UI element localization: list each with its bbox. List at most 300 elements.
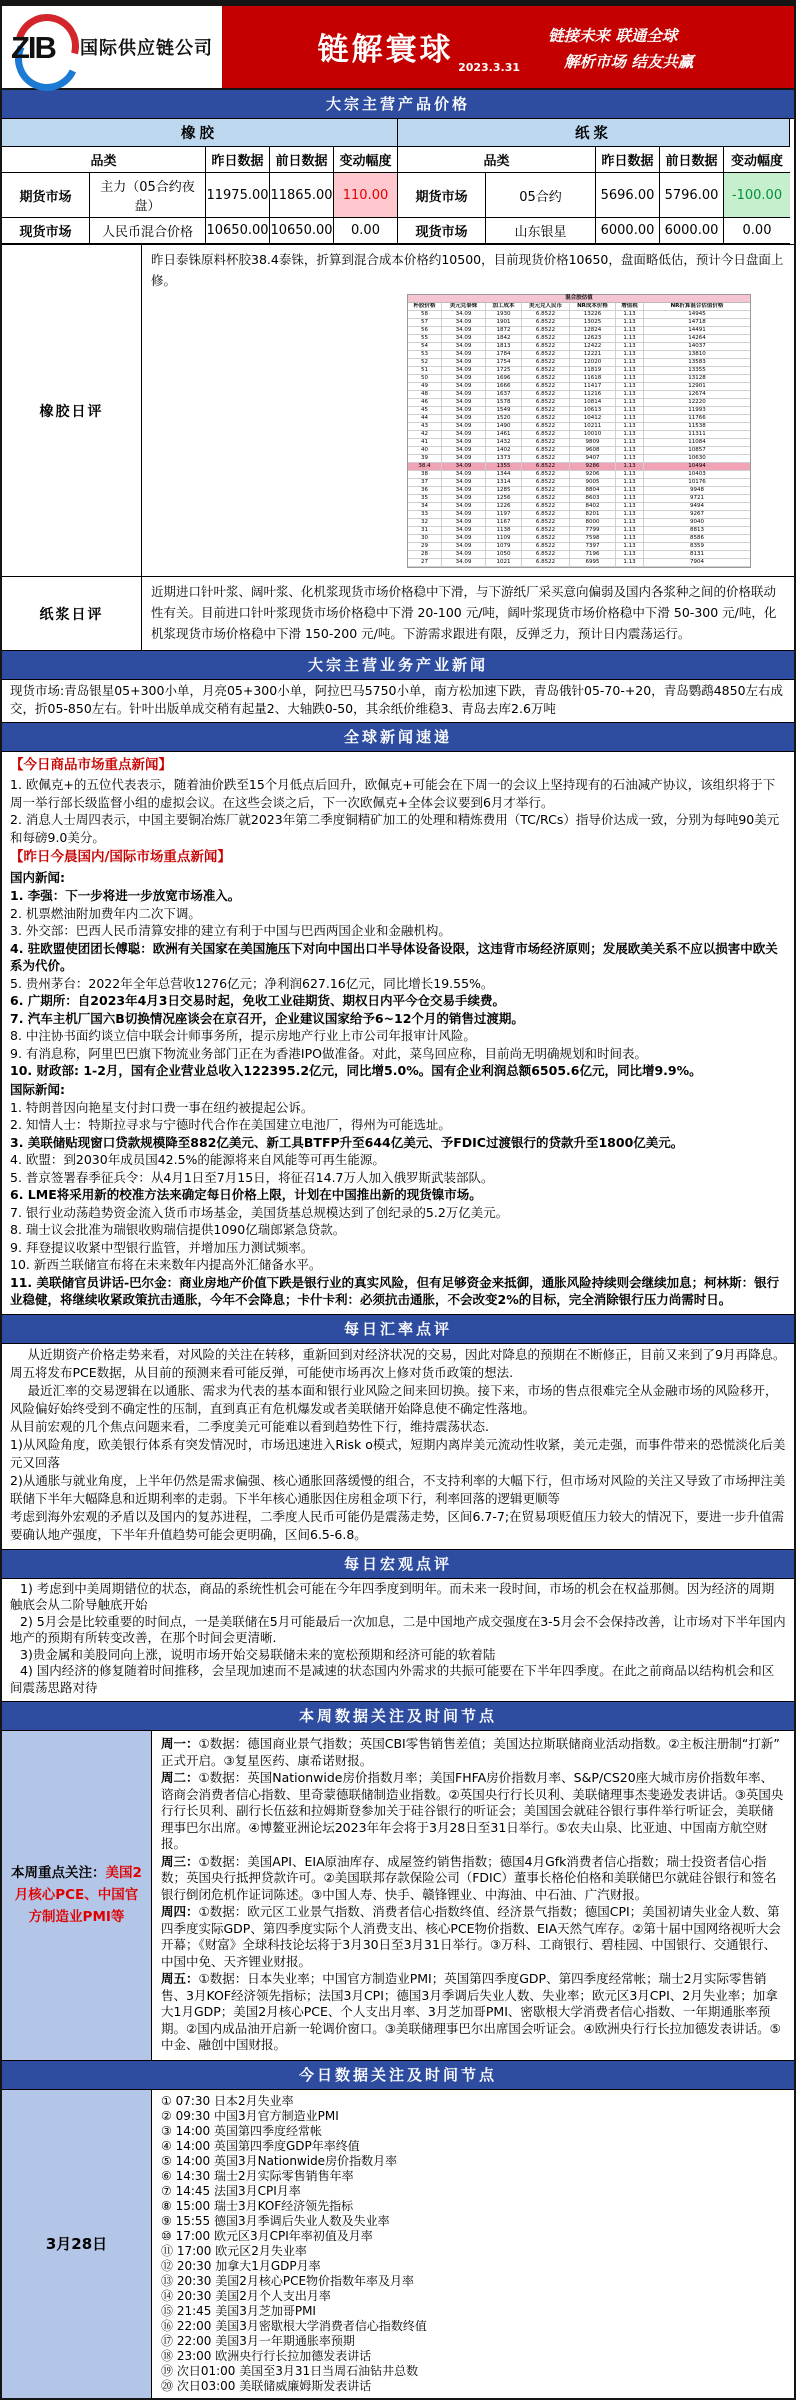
today-schedule-line: ⑦ 14:45 法国3月CPI月率 (161, 2183, 301, 2198)
processing-cost: 1373 (486, 455, 522, 463)
nr-mixed-valuation: 13355 (644, 367, 750, 375)
processing-cost: 1432 (486, 439, 522, 447)
usd-cny: 6.8522 (522, 415, 570, 423)
nr-mixed-valuation: 12901 (644, 383, 750, 391)
col-header-category: 品类 (2, 147, 206, 173)
processing-cost: 1314 (486, 479, 522, 487)
weekly-day-item (161, 1904, 785, 1970)
today-schedule-line: ⑳ 次日03:00 美联储威廉姆斯发表讲话 (161, 2378, 372, 2393)
masthead (2, 6, 794, 90)
fx-paragraph: 1)从风险角度，欧美银行体系有突发情况时，市场迅速进入Risk o模式，短期内离岸美元流动性收紧，美元走强，而事件带来的恐慌淡化后美元又回落 (10, 1436, 786, 1470)
banner-prices: 大宗主营产品价格 (2, 90, 794, 119)
nr-cost-price: 8201 (570, 511, 616, 519)
vat: 1.13 (616, 503, 644, 511)
mini-table-row (408, 447, 750, 455)
fx-paragraph: 考虑到海外宏观的矛盾以及国内的复苏进程，二季度人民币可能仍是震荡走势，区间6.7-7;在贸易项贬值压力较大的情况下，要进一步升值需要确认地产强度，下半年升值趋势可能会更明确，区间6.5-6.8。 (10, 1508, 785, 1542)
usd-cny: 6.8522 (522, 463, 570, 471)
nr-cost-price: 9608 (570, 447, 616, 455)
usd-thb: 34.09 (442, 543, 486, 551)
today-schedule-line: ⑯ 22:00 美国3月密歇根大学消费者信心指数终值 (161, 2318, 427, 2333)
company-name: 国际供应链公司 (80, 38, 213, 59)
international-news-list (10, 1099, 786, 1309)
rubber-futures-market: 期货市场 (2, 173, 90, 218)
nr-mixed-valuation: 10176 (644, 479, 750, 487)
rubber-review-body (142, 245, 794, 576)
nr-cost-price: 10010 (570, 431, 616, 439)
processing-cost: 1754 (486, 359, 522, 367)
usd-cny: 6.8522 (522, 367, 570, 375)
vat: 1.13 (616, 311, 644, 319)
nr-cost-price: 7196 (570, 551, 616, 559)
weekday-label: 周四： (161, 1904, 199, 1919)
news-item: 4. 驻欧盟使团团长傅聪：欧洲有关国家在美国施压下对向中国出口半导体设备设限，这违背市场经济原则；发展欧美关系不应以损害中欧关系为代价。 (10, 940, 778, 973)
usd-cny: 6.8522 (522, 407, 570, 415)
today-schedule-line: ⑭ 20:30 美国2月个人支出月率 (161, 2288, 331, 2303)
cup-lump-price: 27 (408, 559, 442, 567)
rubber-spot-change: 0.00 (334, 218, 398, 244)
today-schedule-line: ⑬ 20:30 美国2月核心PCE物价指数年率及月率 (161, 2273, 415, 2288)
nr-cost-price: 11819 (570, 367, 616, 375)
mini-table-row (408, 335, 750, 343)
weekday-label: 周一： (161, 1736, 199, 1751)
usd-thb: 34.09 (442, 399, 486, 407)
international-news-label: 国际新闻: (10, 1081, 65, 1097)
mini-table-row (408, 439, 750, 447)
usd-thb: 34.09 (442, 447, 486, 455)
usd-cny: 6.8522 (522, 375, 570, 383)
news-item: 5. 贵州茅台：2022年全年总营收1276亿元；净利润627.16亿元，同比增长19.55%。 (10, 975, 494, 991)
col-header-yesterday: 昨日数据 (596, 147, 660, 173)
news-item: 7. 汽车主机厂国六B切换情况座谈会在京召开，企业建议国家给予6~12个月的销售过渡期。 (10, 1010, 524, 1026)
usd-thb: 34.09 (442, 319, 486, 327)
usd-thb: 34.09 (442, 415, 486, 423)
processing-cost: 1901 (486, 319, 522, 327)
cup-lump-price: 46 (408, 399, 442, 407)
nr-mixed-valuation: 9948 (644, 487, 750, 495)
usd-cny: 6.8522 (522, 535, 570, 543)
industry-news-block (2, 680, 794, 723)
processing-cost: 1637 (486, 391, 522, 399)
nr-mixed-valuation: 14037 (644, 343, 750, 351)
vat: 1.13 (616, 463, 644, 471)
usd-thb: 34.09 (442, 535, 486, 543)
nr-cost-price: 10814 (570, 399, 616, 407)
nr-mixed-valuation: 9040 (644, 519, 750, 527)
processing-cost: 1167 (486, 519, 522, 527)
cup-lump-price: 40 (408, 447, 442, 455)
mini-table-header-cell: 美元兑泰铢 (442, 303, 486, 311)
news-item: 4. 欧盟：到2030年成员国42.5%的能源将来自风能等可再生能源。 (10, 1152, 385, 1167)
usd-thb: 34.09 (442, 455, 486, 463)
nr-mixed-valuation: 12220 (644, 399, 750, 407)
today-schedule-line: ⑪ 17:00 欧元区2月失业率 (161, 2243, 307, 2258)
processing-cost: 1197 (486, 511, 522, 519)
usd-thb: 34.09 (442, 527, 486, 535)
cup-lump-price: 48 (408, 391, 442, 399)
banner-industry-news: 大宗主营业务产业新闻 (2, 651, 794, 680)
nr-mixed-valuation: 14718 (644, 319, 750, 327)
usd-cny: 6.8522 (522, 351, 570, 359)
mini-table-row (408, 399, 750, 407)
today-schedule-line: ⑲ 次日01:00 美国至3月31日当周石油钻井总数 (161, 2363, 419, 2378)
usd-thb: 34.09 (442, 375, 486, 383)
vat: 1.13 (616, 551, 644, 559)
vat: 1.13 (616, 487, 644, 495)
pulp-spot-prev: 6000.00 (660, 218, 724, 244)
mini-table-row (408, 431, 750, 439)
pulp-daily-review (2, 577, 794, 651)
nr-mixed-valuation: 11538 (644, 423, 750, 431)
weekly-focus-sidebar (2, 1731, 152, 2060)
processing-cost: 1784 (486, 351, 522, 359)
processing-cost: 1696 (486, 375, 522, 383)
cup-lump-price: 53 (408, 351, 442, 359)
nr-mixed-valuation: 9494 (644, 503, 750, 511)
cup-lump-price: 37 (408, 479, 442, 487)
vat: 1.13 (616, 391, 644, 399)
rubber-spot-prev: 10650.00 (270, 218, 334, 244)
vat: 1.13 (616, 495, 644, 503)
nr-mixed-valuation: 7904 (644, 559, 750, 567)
cup-lump-price: 35 (408, 495, 442, 503)
nr-cost-price: 8402 (570, 503, 616, 511)
banner-today: 今日数据关注及时间节点 (2, 2061, 794, 2090)
vat: 1.13 (616, 519, 644, 527)
pulp-futures-change: -100.00 (724, 173, 790, 218)
rubber-futures-change: 110.00 (334, 173, 398, 218)
usd-thb: 34.09 (442, 423, 486, 431)
today-schedule-line: ① 07:30 日本2月失业率 (161, 2093, 294, 2108)
news-item: 1. 特朗普因向艳星支付封口费一事在纽约被提起公诉。 (10, 1099, 314, 1115)
nr-cost-price: 12422 (570, 343, 616, 351)
fx-commentary-block (2, 1344, 794, 1550)
rubber-review-label: 橡胶日评 (2, 245, 142, 576)
weekly-day-item (161, 1971, 785, 2054)
page-title: 链解寰球 (317, 32, 454, 68)
usd-thb: 34.09 (442, 335, 486, 343)
global-news-block (2, 752, 794, 1315)
weekly-day-item (161, 1854, 785, 1904)
processing-cost: 1021 (486, 559, 522, 567)
news-item: 3. 美联储贴现窗口贷款规模降至882亿美元、新工具BTFP升至644亿美元、予FDIC过渡银行的贷款升至1800亿美元。 (10, 1134, 684, 1150)
news-item: 2. 知情人士：特斯拉寻求与宁德时代合作在美国建立电池厂，得州为可能选址。 (10, 1117, 451, 1132)
cup-lump-price: 43 (408, 423, 442, 431)
usd-cny: 6.8522 (522, 343, 570, 351)
nr-mixed-valuation: 8131 (644, 551, 750, 559)
nr-mixed-valuation: 11311 (644, 431, 750, 439)
nr-cost-price: 6995 (570, 559, 616, 567)
cup-lump-price: 52 (408, 359, 442, 367)
nr-mixed-valuation: 10630 (644, 455, 750, 463)
mini-table-row (408, 559, 750, 567)
nr-mixed-valuation: 8813 (644, 527, 750, 535)
news-item: 6. LME将采用新的校准方法来确定每日价格上限，计划在中国推出新的现货镍市场。 (10, 1187, 482, 1202)
nr-cost-price: 12020 (570, 359, 616, 367)
domestic-news-label: 国内新闻: (10, 870, 65, 885)
news-item: 5. 普京签署春季征兵令：从4月1日至7月15日，将征召14.7万人加入俄罗斯武装部队。 (10, 1169, 494, 1185)
usd-cny: 6.8522 (522, 383, 570, 391)
col-header-prev: 前日数据 (270, 147, 334, 173)
processing-cost: 1578 (486, 399, 522, 407)
cup-lump-price: 58 (408, 311, 442, 319)
mini-table-header-cell: NR成本价格 (570, 303, 616, 311)
vat: 1.13 (616, 375, 644, 383)
today-schedule-line: ⑫ 20:30 加拿大1月GDP月率 (161, 2258, 321, 2273)
cup-lump-price: 50 (408, 375, 442, 383)
mini-table-row (408, 487, 750, 495)
processing-cost: 1050 (486, 551, 522, 559)
news-item: 9. 有消息称，阿里巴巴旗下物流业务部门正在为香港IPO做准备。对此，菜鸟回应称，目前尚无明确规划和时间表。 (10, 1045, 647, 1061)
news-item: 7. 银行业动荡趋势资金流入货币市场基金，美国货基总规模达到了创纪录的5.2万亿美元。 (10, 1204, 509, 1220)
usd-thb: 34.09 (442, 383, 486, 391)
nr-cost-price: 10412 (570, 415, 616, 423)
vat: 1.13 (616, 327, 644, 335)
cup-lump-price: 36 (408, 487, 442, 495)
pulp-futures-yesterday: 5696.00 (596, 173, 660, 218)
usd-cny: 6.8522 (522, 455, 570, 463)
yesterday-news-header: 【昨日今晨国内/国际市场重点新闻】 (10, 849, 231, 865)
usd-cny: 6.8522 (522, 327, 570, 335)
nr-mixed-valuation: 8586 (644, 535, 750, 543)
macro-paragraph: 2) 5月会是比较重要的时间点，一是美联储在5月可能最后一次加息，二是中国地产成交强度在3-5月会不会保持改善，让市场对下半年国内地产的预期有所转变改善，在那个时间会更清晰. (10, 1613, 786, 1645)
usd-cny: 6.8522 (522, 487, 570, 495)
weekday-text: ①数据：欧元区工业景气指数、消费者信心指数终值、经济景气指数；德国CPI；美国初请失业金人数、第四季度实际GDP、第四季度实际个人消费支出、核心PCE物价指数、EIA天然气库存。②第十届中国网络视听大会开幕；《财富》全球科技论坛将于3月30日至3月31日举行。③万科、工商银行、碧桂园、中国银行、交通银行、中国中免、天齐锂业财报。 (161, 1904, 781, 1969)
today-schedule-line: ⑧ 15:00 瑞士3月KOF经济领先指标 (161, 2198, 354, 2213)
nr-mixed-valuation: 14491 (644, 327, 750, 335)
mini-table-row (408, 503, 750, 511)
cup-lump-price: 41 (408, 439, 442, 447)
weekday-text: ①数据：日本失业率；中国官方制造业PMI；英国第四季度GDP、第四季度经常帐；瑞士2月实际零售销售、3月KOF经济领先指标；法国3月CPI；德国3月季调后失业人数、失业率；欧元区3月CPI、2月失业率；加拿大1月GDP；美国2月核心PCE、个人支出月率、3月芝加哥PMI、密歇根大学消费者信心指数、一年期通胀率预期。②国内成品油开启新一轮调价窗口。③美联储理事巴尔出席国会听证会。④欧洲央行行长拉加德发表讲话。⑤中金、融创中国财报。 (161, 1971, 781, 2052)
today-date-sidebar: 3月28日 (2, 2090, 152, 2398)
vat: 1.13 (616, 367, 644, 375)
mini-table-row (408, 391, 750, 399)
mini-table-row (408, 407, 750, 415)
mini-table-row (408, 527, 750, 535)
usd-cny: 6.8522 (522, 503, 570, 511)
mini-table-row (408, 375, 750, 383)
rubber-spot-item: 人民币混合价格 (90, 218, 206, 244)
cup-lump-price: 38 (408, 471, 442, 479)
rubber-spot-yesterday: 10650.00 (206, 218, 270, 244)
usd-thb: 34.09 (442, 407, 486, 415)
cup-lump-price: 38.4 (408, 463, 442, 471)
mini-table-row (408, 471, 750, 479)
nr-mixed-valuation: 11993 (644, 407, 750, 415)
usd-cny: 6.8522 (522, 359, 570, 367)
rubber-daily-review (2, 245, 794, 577)
rubber-futures-item: 主力（05合约夜盘） (90, 173, 206, 218)
nr-mixed-valuation: 14945 (644, 311, 750, 319)
vat: 1.13 (616, 511, 644, 519)
fx-paragraph: 从目前宏观的几个焦点问题来看，二季度美元可能难以看到趋势性下行，维持震荡状态. (10, 1418, 489, 1434)
macro-paragraph: 3)贵金属和美股同向上涨，说明市场开始交易联储未来的宽松预期和经济可能的软着陆 (20, 1646, 496, 1662)
nr-cost-price: 9206 (570, 471, 616, 479)
usd-thb: 34.09 (442, 359, 486, 367)
usd-thb: 34.09 (442, 439, 486, 447)
nr-cost-price: 9286 (570, 463, 616, 471)
mini-table-row (408, 543, 750, 551)
usd-thb: 34.09 (442, 463, 486, 471)
zib-globe-icon (10, 17, 76, 77)
nr-cost-price: 7799 (570, 527, 616, 535)
usd-thb: 34.09 (442, 511, 486, 519)
processing-cost: 1402 (486, 447, 522, 455)
mini-table-row (408, 463, 750, 471)
vat: 1.13 (616, 543, 644, 551)
macro-paragraph: 4) 国内经济的修复随着时间推移，会呈现加速而不是减速的状态国内外需求的共振可能要在下半年四季度。在此之前商品以结构机会和区间震荡思路对待 (10, 1663, 775, 1695)
usd-thb: 34.09 (442, 431, 486, 439)
usd-cny: 6.8522 (522, 551, 570, 559)
mini-table-header-cell: 杯胶价格 (408, 303, 442, 311)
price-table (2, 119, 794, 245)
today-schedule-line: ⑰ 22:00 美国3月一年期通胀率预期 (161, 2333, 355, 2348)
usd-cny: 6.8522 (522, 495, 570, 503)
mini-table-body (408, 311, 750, 567)
nr-cost-price: 12221 (570, 351, 616, 359)
usd-cny: 6.8522 (522, 511, 570, 519)
pulp-spot-item: 山东银星 (486, 218, 596, 244)
cup-lump-price: 32 (408, 519, 442, 527)
mini-table-row (408, 423, 750, 431)
mini-table-row (408, 383, 750, 391)
nr-mixed-valuation: 13583 (644, 359, 750, 367)
vat: 1.13 (616, 399, 644, 407)
nr-mixed-valuation: 9267 (644, 511, 750, 519)
mini-table-row (408, 535, 750, 543)
processing-cost: 1138 (486, 527, 522, 535)
usd-cny: 6.8522 (522, 391, 570, 399)
pulp-spot-market: 现货市场 (398, 218, 486, 244)
weekday-label: 周三： (161, 1853, 199, 1869)
vat: 1.13 (616, 423, 644, 431)
banner-macro: 每日宏观点评 (2, 1550, 794, 1579)
news-item: 1. 欧佩克+的五位代表表示，随着油价跌至15个月低点后回升，欧佩克+可能会在下周一的会议上坚持现有的石油减产协议，该组织将于下周一举行部长级监督小组的虚拟会议。在这些会谈之后，下一次欧佩克+全体会议要到6月才举行。 (10, 777, 776, 810)
mini-table-header-cell: 美元兑人民币 (522, 303, 570, 311)
usd-thb: 34.09 (442, 559, 486, 567)
nr-mixed-valuation: 10857 (644, 447, 750, 455)
usd-thb: 34.09 (442, 551, 486, 559)
cup-lump-price: 56 (408, 327, 442, 335)
weekly-day-item (161, 1770, 785, 1853)
nr-cost-price: 8603 (570, 495, 616, 503)
usd-thb: 34.09 (442, 343, 486, 351)
nr-cost-price: 9809 (570, 439, 616, 447)
mini-table-row (408, 319, 750, 327)
rubber-review-comment: 昨日泰铢原料杯胶38.4泰铢，折算到混合成本价格约10500，目前现货价格10650，盘面略低估，预计今日盘面上修。 (151, 252, 784, 288)
mini-table-row (408, 551, 750, 559)
fx-paragraph: 最近汇率的交易逻辑在以通胀、需求为代表的基本面和银行业风险之间来回切换。接下来，市场的售点很难完全从金融市场的风险移开，风险偏好始终受到不确定性的压制，直到真正有危机爆发或者美联储开始降息使不确定性落地。 (10, 1382, 778, 1416)
news-item: 3. 外交部：巴西人民币清算安排的建立有利于中国与巴西两国企业和金融机构。 (10, 923, 451, 938)
vat: 1.13 (616, 415, 644, 423)
col-header-category: 品类 (398, 147, 596, 173)
nr-mixed-valuation: 8359 (644, 543, 750, 551)
mini-table-row (408, 511, 750, 519)
vat: 1.13 (616, 535, 644, 543)
vat: 1.13 (616, 359, 644, 367)
macro-commentary-block (2, 1579, 794, 1703)
processing-cost: 1226 (486, 503, 522, 511)
mini-table-row (408, 495, 750, 503)
col-header-prev: 前日数据 (660, 147, 724, 173)
today-schedule-line: ③ 14:00 英国第四季度经常帐 (161, 2123, 322, 2138)
processing-cost: 1666 (486, 383, 522, 391)
cup-lump-price: 51 (408, 367, 442, 375)
usd-thb: 34.09 (442, 351, 486, 359)
usd-cny: 6.8522 (522, 471, 570, 479)
mini-table-title: 混合胶估值 (408, 295, 750, 303)
processing-cost: 1842 (486, 335, 522, 343)
nr-cost-price: 10211 (570, 423, 616, 431)
nr-cost-price: 13226 (570, 311, 616, 319)
nr-cost-price: 8000 (570, 519, 616, 527)
mini-table-row (408, 327, 750, 335)
usd-cny: 6.8522 (522, 311, 570, 319)
vat: 1.13 (616, 439, 644, 447)
news-item: 11. 美联储官员讲话-巴尔金：商业房地产价值下跌是银行业的真实风险，但有足够资金来抵御，通胀风险持续则会继续加息；柯林斯：银行业稳健，将继续收紧政策抗击通胀，今年不会降息；卡什卡利：必须抗击通胀，不会改变2%的目标，完全消除银行压力尚需时日。 (10, 1274, 780, 1307)
masthead-main (223, 6, 794, 88)
pulp-futures-market: 期货市场 (398, 173, 486, 218)
vat: 1.13 (616, 447, 644, 455)
usd-thb: 34.09 (442, 503, 486, 511)
processing-cost: 1256 (486, 495, 522, 503)
nr-mixed-valuation: 14264 (644, 335, 750, 343)
slogan-line-1: 链接未来 联通全球 (548, 27, 678, 45)
cup-lump-price: 42 (408, 431, 442, 439)
usd-thb: 34.09 (442, 367, 486, 375)
mini-table-header-cell: 加工成本 (486, 303, 522, 311)
vat: 1.13 (616, 335, 644, 343)
weekly-day-item (161, 1736, 785, 1769)
processing-cost: 1344 (486, 471, 522, 479)
vat: 1.13 (616, 479, 644, 487)
usd-cny: 6.8522 (522, 399, 570, 407)
cup-lump-price: 54 (408, 343, 442, 351)
banner-fx: 每日汇率点评 (2, 1315, 794, 1344)
today-schedule-line: ⑨ 15:55 德国3月季调后失业人数及失业率 (161, 2213, 390, 2228)
cup-lump-price: 33 (408, 511, 442, 519)
usd-thb: 34.09 (442, 327, 486, 335)
nr-cost-price: 11417 (570, 383, 616, 391)
processing-cost: 1461 (486, 431, 522, 439)
processing-cost: 1285 (486, 487, 522, 495)
usd-cny: 6.8522 (522, 559, 570, 567)
mini-table-row (408, 367, 750, 375)
news-item: 6. 广期所：自2023年4月3日交易时起，免收工业硅期货、期权日内平今仓交易手续费。 (10, 993, 505, 1008)
news-item: 8. 中注协书面约谈立信中联会计师事务所，提示房地产行业上市公司年报审计风险。 (10, 1028, 476, 1043)
cup-lump-price: 44 (408, 415, 442, 423)
vat: 1.13 (616, 527, 644, 535)
news-item: 10. 财政部: 1-2月，国有企业营业总收入122395.2亿元，同比增5.0%。国有企业利润总额6505.6亿元，同比增9.9%。 (10, 1063, 702, 1078)
processing-cost: 1490 (486, 423, 522, 431)
fx-paragraph: 2)从通胀与就业角度，上半年仍然是需求偏强、核心通胀回落缓慢的组合，不支持利率的大幅下行，但市场对风险的关注又导致了市场押注美联储下半年大幅降息和近期利率的走弱。下半年核心通胀因住房租金项下行，利率回落的逻辑更顺等 (10, 1472, 786, 1506)
vat: 1.13 (616, 407, 644, 415)
usd-cny: 6.8522 (522, 527, 570, 535)
title-wrap (223, 6, 548, 88)
processing-cost: 1872 (486, 327, 522, 335)
processing-cost: 1520 (486, 415, 522, 423)
vat: 1.13 (616, 431, 644, 439)
today-data-section (2, 2090, 794, 2398)
col-header-yesterday: 昨日数据 (206, 147, 270, 173)
pulp-spot-change: 0.00 (724, 218, 790, 244)
nr-mixed-valuation: 10403 (644, 471, 750, 479)
mini-table-row (408, 479, 750, 487)
usd-thb: 34.09 (442, 487, 486, 495)
usd-cny: 6.8522 (522, 447, 570, 455)
nr-mixed-valuation: 13128 (644, 375, 750, 383)
mini-table-row (408, 343, 750, 351)
rubber-futures-yesterday: 11975.00 (206, 173, 270, 218)
